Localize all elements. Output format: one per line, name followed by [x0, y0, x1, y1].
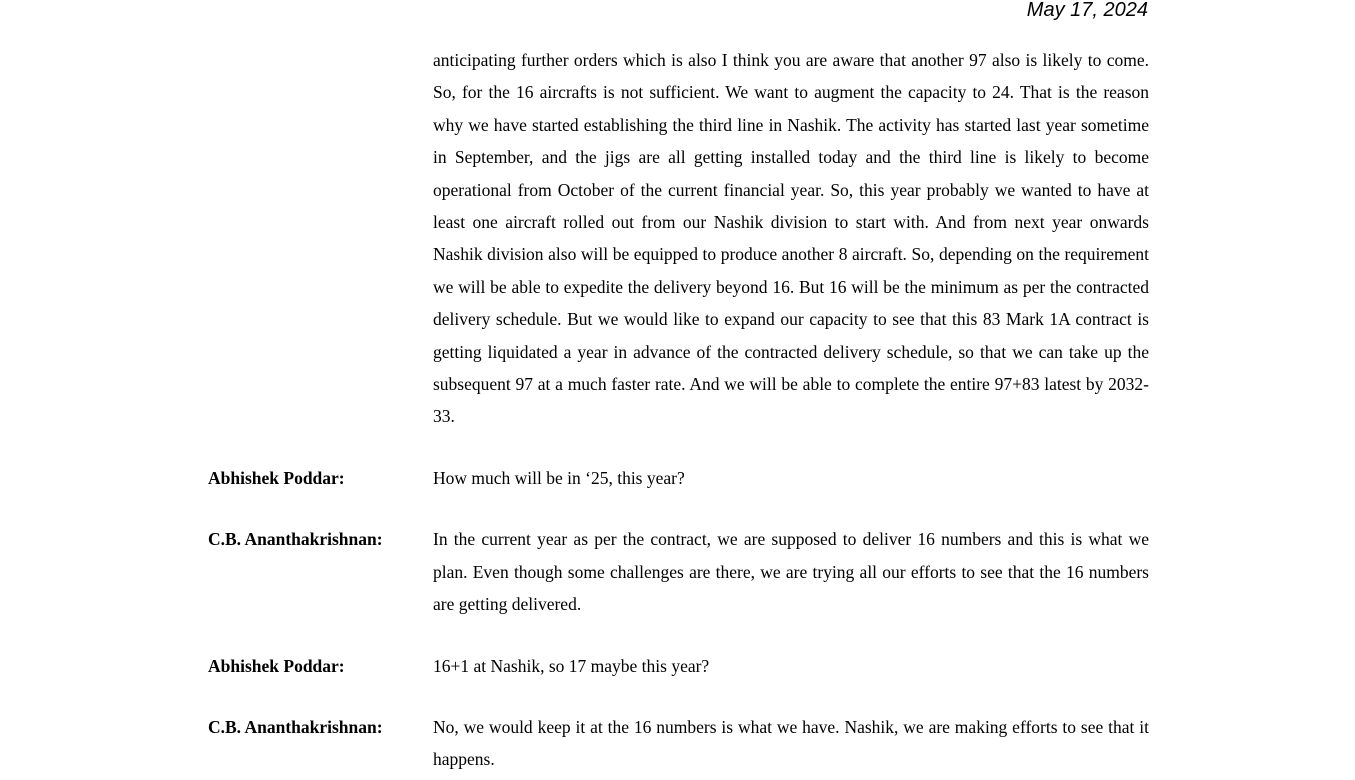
speech-text: anticipating further orders which is also I think you are aware that another 97 also is likely to come. So, for the 16 aircrafts is not sufficient. We want to augment the capacity to 24. That is the reason why we have started establishing the third line in Nashik. The activity has started last year sometime in September, and the jigs are all getting installed today and the third line is likely to become operational from October of the current financial year. So, this year probably we wanted to have at least one aircraft rolled out from our Nashik division to start with. And from next year onwards Nashik division also will be equipped to produce another 8 aircraft. So, depending on the requirement we will be able to expedite the delivery beyond 16. But 16 will be the minimum as per the contracted delivery schedule. But we would like to expand our capacity to see that this 83 Mark 1A contract is getting liquidated a year in advance of the contracted delivery schedule, so that we can take up the subsequent 97 at a much faster rate. And we will be able to complete the entire 97+83 latest by 2032-33.	[433, 50, 1149, 427]
speaker-name: Abhishek Poddar:	[208, 655, 345, 676]
transcript	[208, 44, 1148, 776]
transcript-entry	[208, 523, 1148, 620]
speech-text: In the current year as per the contract, we are supposed to deliver 16 numbers and this is what we plan. Even though some challenges are there, we are trying all our efforts to see that the 16 numbers are getting delivered.	[433, 529, 1149, 615]
transcript-entry	[208, 711, 1148, 776]
speaker-name: C.B. Ananthakrishnan:	[208, 716, 383, 737]
speaker-name: C.B. Ananthakrishnan:	[208, 529, 383, 550]
page-date: May 17, 2024	[1026, 0, 1148, 21]
speech-text: 16+1 at Nashik, so 17 maybe this year?	[433, 655, 710, 676]
transcript-entry	[208, 650, 1148, 682]
transcript-entry	[208, 462, 1148, 494]
transcript-entry-continuation	[208, 44, 1148, 433]
speaker-name: Abhishek Poddar:	[208, 467, 345, 488]
speech-text: How much will be in ‘25, this year?	[433, 467, 685, 488]
speech-text: No, we would keep it at the 16 numbers is what we have. Nashik, we are making efforts to see that it happens.	[433, 716, 1149, 770]
